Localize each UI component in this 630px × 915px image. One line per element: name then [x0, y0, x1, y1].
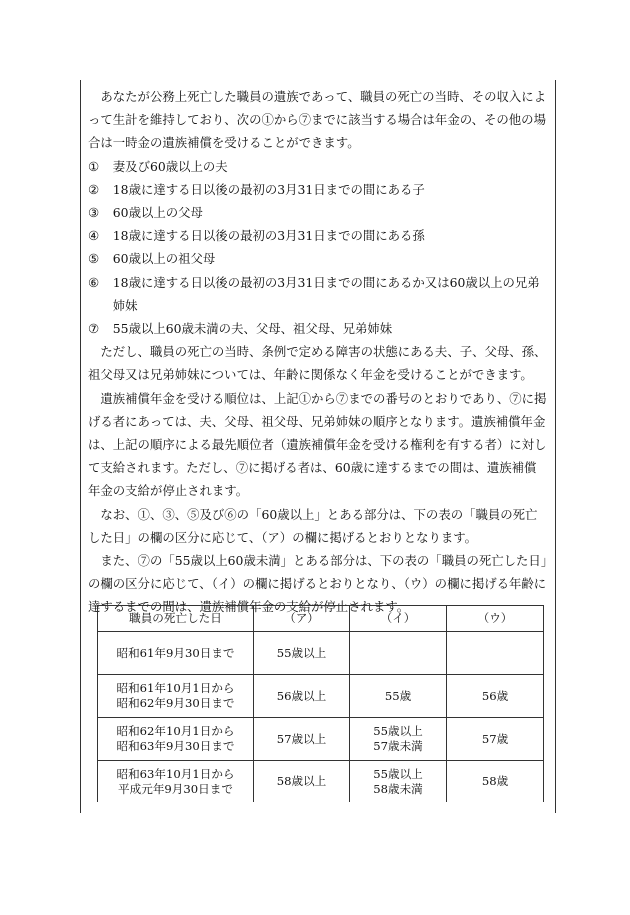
table-header-row: [98, 606, 544, 632]
age-table: [97, 605, 544, 802]
priority-paragraph: 遺族補償年金を受ける順位は、上記①から⑦までの番号のとおりであり、⑦に掲げる者にあっては、夫、父母、祖父母、兄弟姉妹の順序となります。遺族補償年金は、上記の順序による最先順位者（遺族補償年金を受ける権利を有する者）に対して支給されます。ただし、⑦に掲げる者は、60歳に達するまでの間は、遺族補償年金の支給が停止されます。: [88, 390, 547, 499]
cell-a: 55歳以上: [254, 632, 350, 675]
header-date: 職員の死亡した日: [98, 606, 254, 632]
cell-a: 56歳以上: [254, 675, 350, 718]
document-body: [88, 85, 548, 619]
cell-u: 56歳: [447, 675, 544, 718]
list-item: ⑦ 55歳以上60歳未満の夫、父母、祖父母、兄弟姉妹: [88, 321, 393, 337]
cell-u: [447, 632, 544, 675]
list-item: ⑥ 18歳に達する日以後の最初の3月31日までの間にあるか又は60歳以上の兄弟姉妹: [88, 274, 540, 313]
header-i: （イ）: [350, 606, 447, 632]
table-row: [98, 761, 544, 803]
cell-date: 昭和61年9月30日まで: [98, 632, 254, 675]
cell-i: 55歳: [350, 675, 447, 718]
table-row: [98, 675, 544, 718]
disability-paragraph: ただし、職員の死亡の当時、条例で定める障害の状態にある夫、子、父母、孫、祖父母又は兄弟姉妹については、年齢に関係なく年金を受けることができます。: [88, 344, 547, 383]
age-note-paragraph: なお、①、③、⑤及び⑥の「60歳以上」とある部分は、下の表の「職員の死亡した日」の欄の区分に応じて、（ア）の欄に掲げるとおりとなります。: [88, 506, 538, 545]
left-margin-rule: [80, 80, 81, 813]
cell-i: 55歳以上 58歳未満: [350, 761, 447, 803]
header-a: （ア）: [254, 606, 350, 632]
list-item: ④ 18歳に達する日以後の最初の3月31日までの間にある孫: [88, 228, 425, 244]
list-item: ⑤ 60歳以上の祖父母: [88, 251, 216, 267]
cell-i: 55歳以上 57歳未満: [350, 718, 447, 761]
table-row: [98, 718, 544, 761]
cell-u: 58歳: [447, 761, 544, 803]
eligible-list: [88, 155, 548, 341]
cell-date: 昭和62年10月1日から 昭和63年9月30日まで: [98, 718, 254, 761]
table-row: [98, 632, 544, 675]
cell-date: 昭和61年10月1日から 昭和62年9月30日まで: [98, 675, 254, 718]
header-u: （ウ）: [447, 606, 544, 632]
cell-a: 58歳以上: [254, 761, 350, 803]
cell-date: 昭和63年10月1日から 平成元年9月30日まで: [98, 761, 254, 803]
list-item: ① 妻及び60歳以上の夫: [88, 158, 228, 174]
intro-paragraph: あなたが公務上死亡した職員の遺族であって、職員の死亡の当時、その収入によって生計を維持しており、次の①から⑦までに該当する場合は年金の、その他の場合は一時金の遺族補償を受けることができます。: [88, 89, 547, 151]
cell-i: [350, 632, 447, 675]
right-margin-rule: [555, 80, 556, 813]
list-item: ③ 60歳以上の父母: [88, 205, 203, 221]
cell-u: 57歳: [447, 718, 544, 761]
suspension-paragraph: また、⑦の「55歳以上60歳未満」とある部分は、下の表の「職員の死亡した日」の欄の区分に応じて、（イ）の欄に掲げるとおりとなり、（ウ）の欄に掲げる年齢に達するまでの間は、遺族補償年金の支給が停止されます。: [88, 553, 548, 615]
cell-a: 57歳以上: [254, 718, 350, 761]
list-item: ② 18歳に達する日以後の最初の3月31日までの間にある子: [88, 181, 425, 197]
